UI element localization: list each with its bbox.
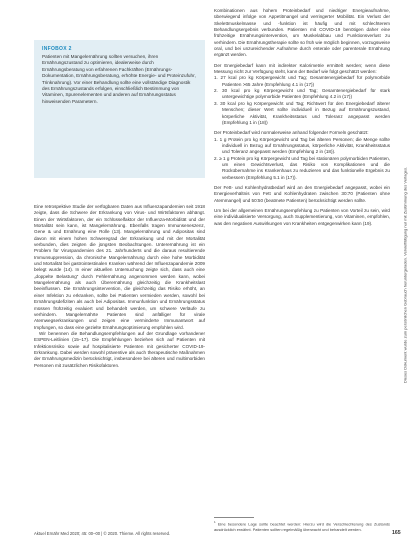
infobox-title: INFOBOX 2: [42, 46, 72, 52]
list-item: 1. 1 g Protein pro kg Körpergewicht und Tag bei älteren Personen; die Menge sollte individuell in Bezug auf Ernährungsstatus, körperliche Aktivität, Krankheitsstatus und Toleranz angepasst werden (Empfehlung 2 in (18)).: [214, 136, 390, 155]
protein-section-text: Der Proteinbedarf wird normalerweise anhand folgender Formeln geschätzt:: [214, 130, 369, 136]
right-intro-paragraph: Kombinationen aus hohem Proteinbedarf und niedriger Energieaufnahme, überwiegend infolge von Appetitmangel und verringerter Mobilität. Ein Verlust der Skelettmuskelmasse und -funktion ist häufig und mit schlechterem Behandlungsergebnis verbunden. Patienten mit COVID-19 benötigen daher eine frühzeitige Ernährungsintervention, um Muskelabbau und Funktionsverlust zu verhindern. Die Ernährungstherapie sollte so früh wie möglich beginnen, vorzugsweise oral, und bei unzureichender Aufnahme durch enterale oder parenterale Ernährung ergänzt werden.: [214, 8, 390, 58]
energy-list: [214, 75, 390, 126]
list-item: 2. 30 kcal pro kg Körpergewicht und Tag; Gesamtenergiebedarf für stark untergewichtige polymorbide Patienten (Empfehlung 4.2 in (17)): [214, 88, 390, 100]
footer-citation: Aktuel Ernähr Med 2020; 45: 00–00 | © 2020. Thieme. All rights reserved.: [34, 531, 171, 536]
side-copyright-note: Dieses Dokument wurde zum persönlichen Gebrauch heruntergeladen. Vervielfältigung nur mit Zustimmung des Verlages.: [402, 166, 408, 384]
fat-carb-paragraph: Der Fett- und Kohlenhydratbedarf wird an den Energiebedarf angepasst, wobei ein Energieverhältnis von Fett und Kohlenhydraten zwischen 30:70 (Patienten ohne Atemmangel) und 50:50 (beatmete Patienten) berücksichtigt werden sollte.: [214, 184, 390, 203]
list-item: 2. ≥ 1 g Protein pro kg Körpergewicht und Tag bei stationären polymorbiden Patienten, um einen Gewichtsverlust, das Risiko von Komplikationen und die Rückübernahme ins Krankenhaus zu reduzieren und das funktionelle Ergebnis zu verbessern (Empfehlung 5.1 in (17)).: [214, 155, 390, 180]
protein-list: [214, 137, 390, 181]
energy-section-text: Der Energiebedarf kann mit indirekter Kalorimetrie ermittelt werden; wenn diese Messung nicht zur Verfügung steht, kann der Bedarf wie folgt geschätzt werden:: [214, 62, 390, 75]
left-paragraph: Eine retrospektive Studie der verfügbaren Daten aus Influenzapandemien seit 1918 zeigte, dass die Schwere der Erkrankung von Virus- und Wirtsfaktoren abhängt. Einen der Wirtsfaktoren, der ein Schlüsselfaktor der Influenza-Morbidität und der Mortalität sein kann, ist Mangelernährung. Ebenfalls tragen Immunseneszenz, Gene & und Ernährung eine Rolle (13). Mangelernährung und Adipositas sind davon mit einem hohen Schweregrad der Erkrankung und mit der Mortalität verbunden, dies zeigten die jüngsten Beobachtungen. Unterernährung ist ein Problem für Viruspandemien des 21. Jahrhunderts und die daraus resultierende Immunsuppression, da chronische Mangelernährung durch eine hohe Morbidität und Mortalität bei gastrointestinalen Kranken während der Influenzapandemie 2009 belegt wurde (14). In einer aktuellen Untersuchung zeigte sich, dass auch eine „doppelte Belastung“ durch Fehlernährung angenommen werden kann, wobei Mangelernährung als auch Überernährung gleichzeitig die Krankheitslast beeinflussen. Die Ernährungsintervention, die gleichzeitig das Risiko erhöht, an einer Infektion zu erkranken, sollte bei Patienten vermieden werden, sowohl bei Ernährungsdefiziten als auch bei Adipositas. Immunfunktion und Ernährungsstatus müssen frühzeitig evaluiert und behandelt werden, um schwere Verläufe zu verhindern. Mangelernährte Patienten sind anfälliger für virale Atemwegserkrankungen und zeigen eine verminderte Immunantwort auf Impfungen, so dass eine gezielte Ernährungsoptimierung empfohlen wird.: [34, 204, 205, 330]
left-paragraph: Wir benennen die Behandlungsempfehlungen auf der Grundlage vorhandener ESPEN-Leitlinien (15–17). Die Empfehlungen beziehen sich auf Patienten mit Infektionsrisiko sowie auf hospitalisierte Patienten mit gesicherter COVID-19-Erkrankung. Dabei werden sowohl präventive als auch therapeutische Maßnahmen der Ernährungsmedizin berücksichtigt, insbesondere bei älteren und multimorbiden Personen mit zusätzlichen Risikofaktoren.: [34, 330, 205, 368]
list-item: 1. 27 kcal pro kg Körpergewicht und Tag; Gesamtenergiebedarf für polymorbide Patienten >65 Jahre (Empfehlung 4.1 in (17)): [214, 75, 390, 87]
footnote: [214, 520, 390, 532]
left-column: [34, 204, 205, 369]
infobox-text: Patienten mit Mangelernährung sollten versuchen, ihren Ernährungszustand zu optimieren, idealerweise durch Ernährungsberatung von erfahrenen Fachkräften (Ernährungs-Dokumentation, Ernährungsberatung, erhöhte Energie- und Proteinzufuhr, Trinknahrung). Vor einer Behandlung sollte eine vollständige Diagnostik des Ernährungszustands erfolgen, einschließlich Bestimmung von Vitaminen, Spurenelementen und anderen auf Ernährungsstatus hinweisenden Parametern.: [42, 54, 196, 104]
right-column: [214, 8, 390, 227]
footnote-text: Eine besondere Lage sollte beachtet werden: Hierzu wird die Verschlechterung des Zustands ausdrücklich erwähnt. Patienten sollten regelmäßig überwacht und behandelt werden.: [214, 521, 390, 532]
vitamin-paragraph: Um bei der allgemeinen Ernährungsempfehlung zu Patienten von Vorteil zu sein, wird eine individualisierte Versorgung, auch Supplementierung, von Vitaminen, empfohlen, was den negativen Auswirkungen von Krankheiten entgegenwirken kann (19).: [214, 207, 390, 226]
infobox: [34, 40, 205, 178]
list-item: 3. 30 kcal pro kg Körpergewicht und Tag; Richtwert für den Energiebedarf älterer Menschen; dieser Wert sollte individuell in Bezug auf Ernährungszustand, körperliche Aktivität, Krankheitsstatus und Toleranz angepasst werden (Empfehlung 1 in (18)): [214, 100, 390, 125]
footnote-divider: [214, 517, 254, 518]
footnote-marker: 1: [214, 520, 216, 524]
page-number: 165: [392, 530, 401, 536]
